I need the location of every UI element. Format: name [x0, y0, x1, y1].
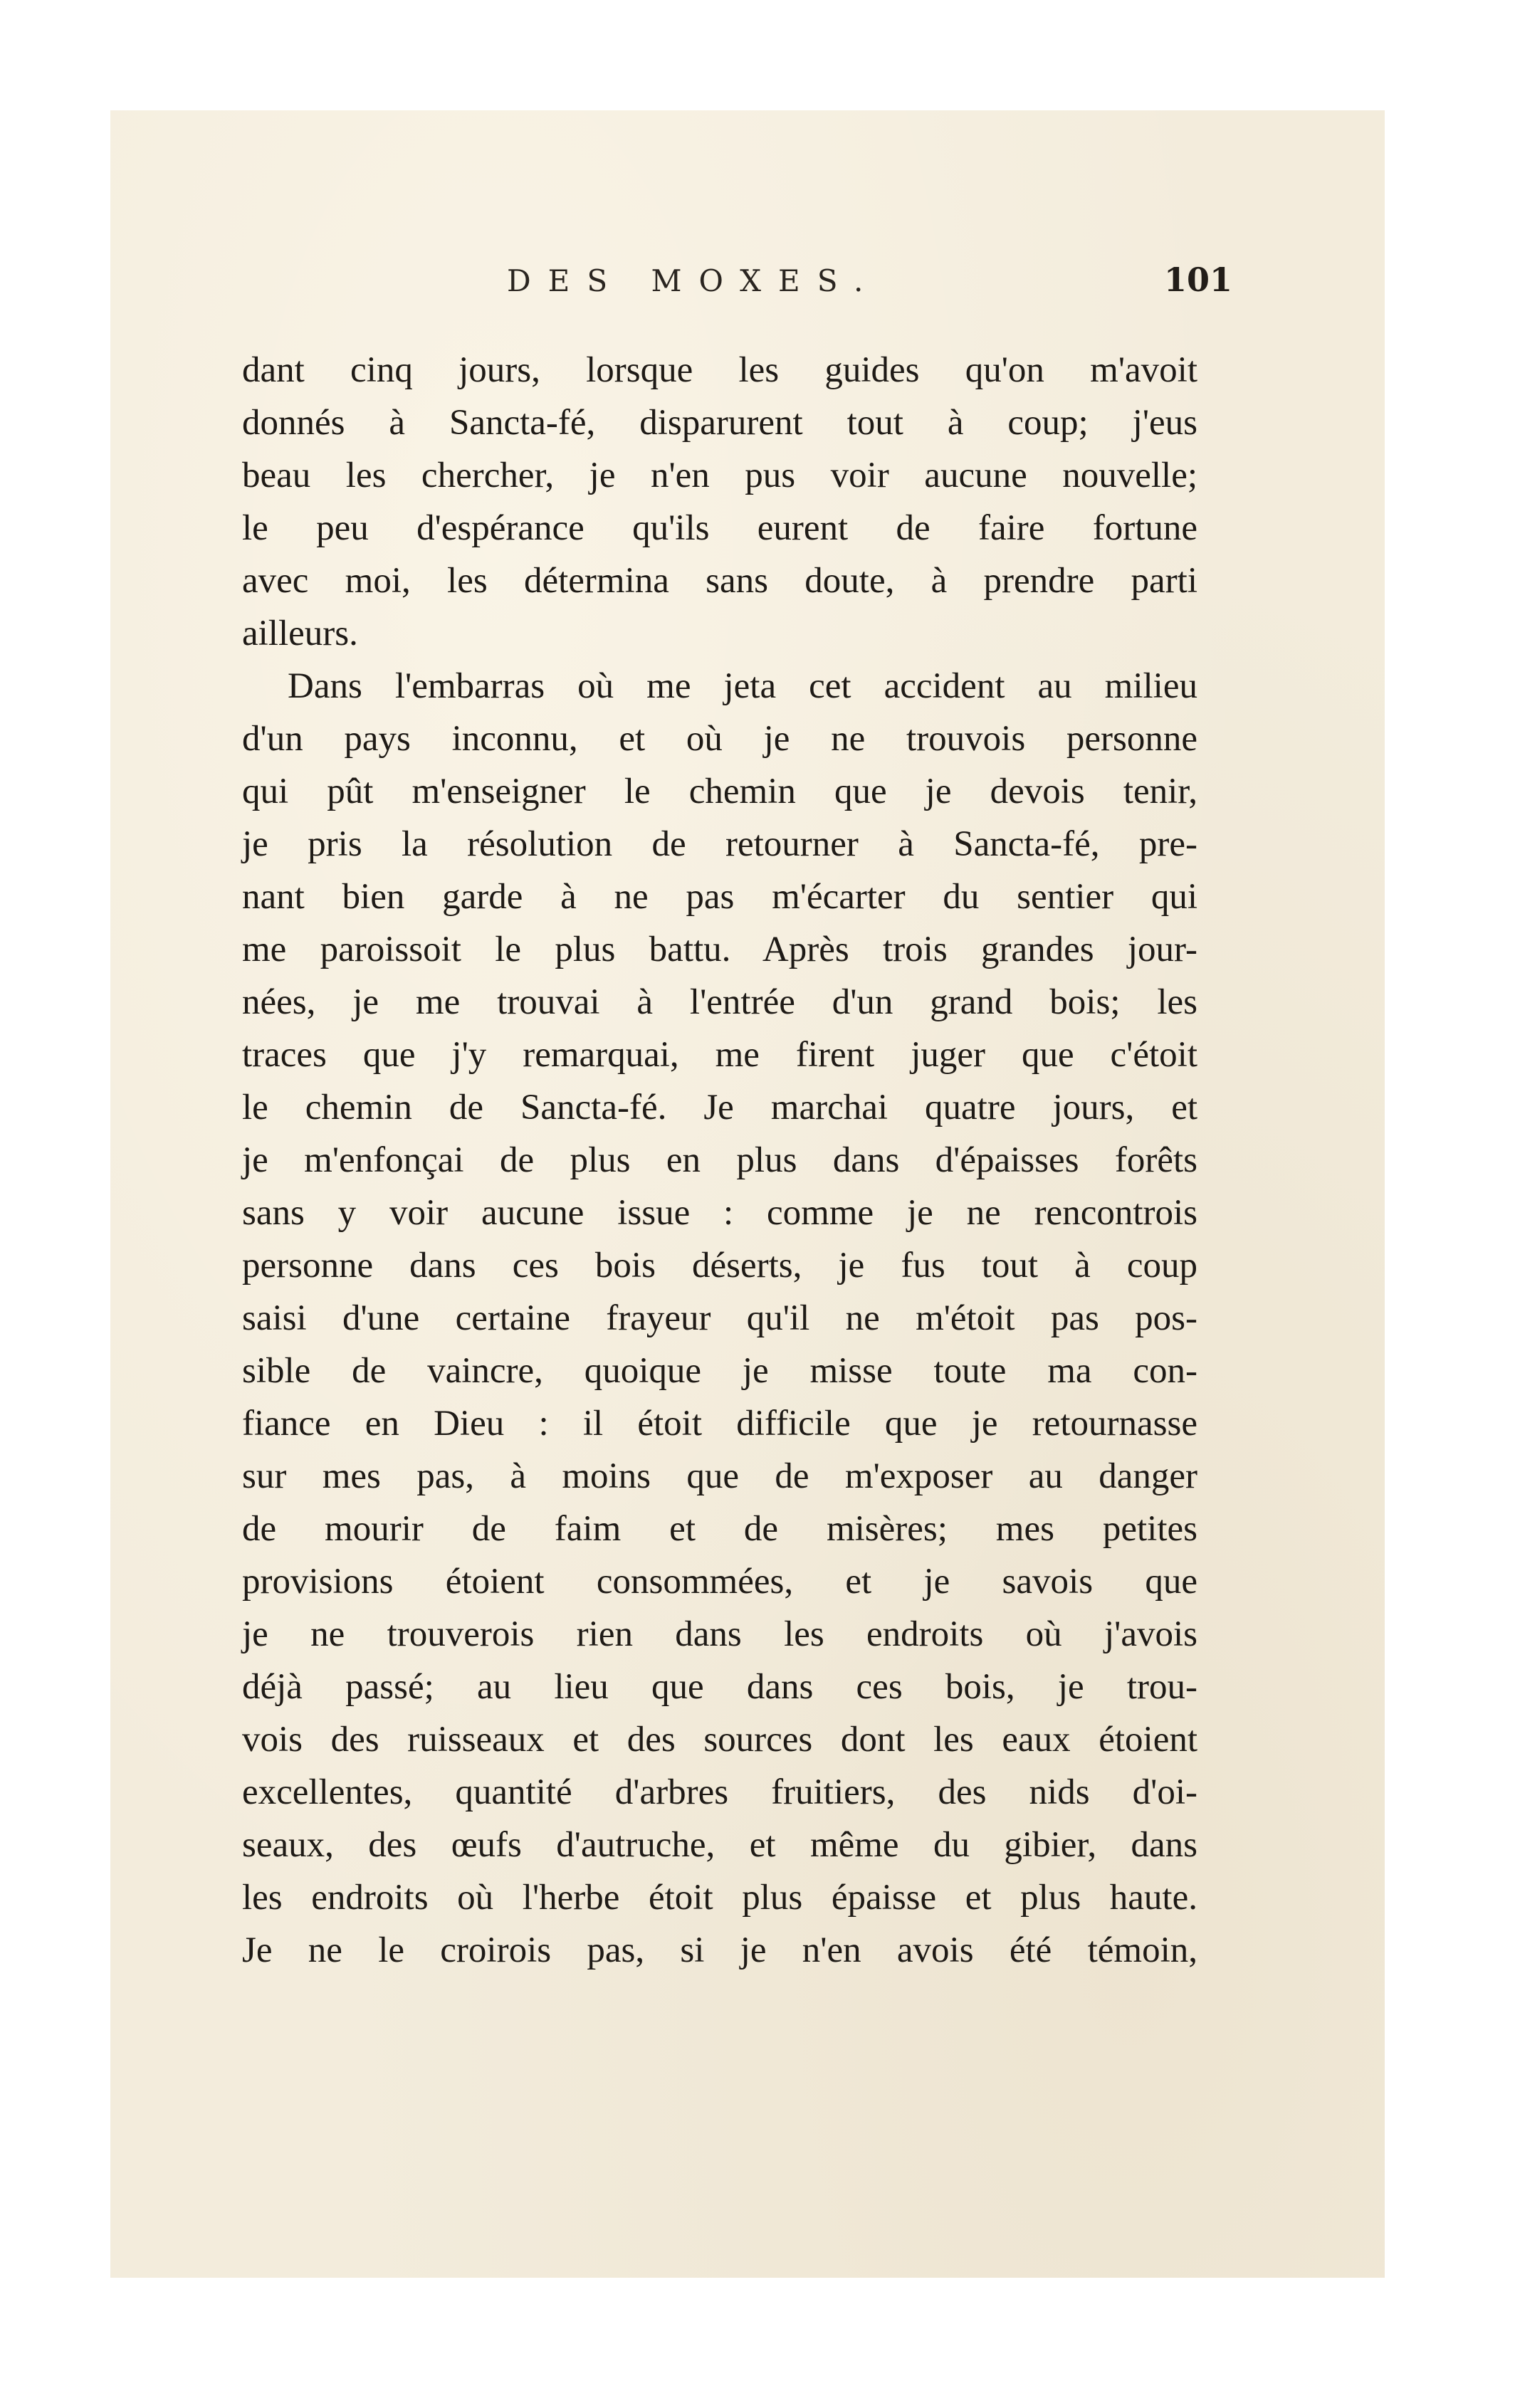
text-line: nant bien garde à ne pas m'écarter du sentier qui: [242, 877, 1197, 917]
text-line: sur mes pas, à moins que de m'exposer au danger: [242, 1456, 1197, 1496]
text-line: déjà passé; au lieu que dans ces bois, je trou-: [242, 1667, 1197, 1707]
text-line: seaux, des œufs d'autruche, et même du gibier, dans: [242, 1825, 1197, 1865]
text-line: dant cinq jours, lorsque les guides qu'on m'avoit: [242, 350, 1197, 390]
text-line: avec moi, les détermina sans doute, à prendre parti: [242, 561, 1197, 601]
text-line: excellentes, quantité d'arbres fruitiers, des nids d'oi-: [242, 1772, 1197, 1812]
text-line: d'un pays inconnu, et où je ne trouvois personne: [242, 719, 1197, 759]
text-line: sans y voir aucune issue : comme je ne rencontrois: [242, 1193, 1197, 1233]
text-line: le peu d'espérance qu'ils eurent de faire fortune: [242, 508, 1197, 548]
text-line: beau les chercher, je n'en pus voir aucune nouvelle;: [242, 456, 1197, 495]
text-line: qui pût m'enseigner le chemin que je devois tenir,: [242, 772, 1197, 811]
text-line: sible de vaincre, quoique je misse toute ma con-: [242, 1351, 1197, 1391]
text-line: ailleurs.: [242, 614, 358, 653]
text-line: je m'enfonçai de plus en plus dans d'épaisses forêts: [242, 1140, 1197, 1180]
body-text: [242, 344, 1197, 1977]
text-line: nées, je me trouvai à l'entrée d'un grand bois; les: [242, 982, 1197, 1022]
text-line: Je ne le croirois pas, si je n'en avois été témoin,: [242, 1930, 1197, 1970]
text-line: le chemin de Sancta-fé. Je marchai quatre jours, et: [242, 1088, 1197, 1127]
text-line: Dans l'embarras où me jeta cet accident au milieu: [288, 666, 1197, 706]
running-title: DES MOXES.: [507, 263, 881, 298]
text-line: traces que j'y remarquai, me firent juger que c'étoit: [242, 1035, 1197, 1075]
text-line: les endroits où l'herbe étoit plus épaisse et plus haute.: [242, 1878, 1197, 1918]
text-line: de mourir de faim et de misères; mes petites: [242, 1509, 1197, 1549]
text-line: vois des ruisseaux et des sources dont les eaux étoient: [242, 1720, 1197, 1760]
text-line: personne dans ces bois déserts, je fus tout à coup: [242, 1246, 1197, 1286]
text-line: me paroissoit le plus battu. Après trois grandes jour-: [242, 930, 1197, 969]
text-line: saisi d'une certaine frayeur qu'il ne m'étoit pas pos-: [242, 1298, 1197, 1338]
page-number: 101: [1164, 261, 1233, 299]
text-line: je pris la résolution de retourner à Sancta-fé, pre-: [242, 824, 1197, 864]
paragraph: [242, 660, 1197, 1977]
text-line: fiance en Dieu : il étoit difficile que je retournasse: [242, 1404, 1197, 1444]
paragraph: [242, 344, 1197, 660]
text-line: je ne trouverois rien dans les endroits où j'avois: [242, 1614, 1197, 1654]
text-line: provisions étoient consommées, et je savois que: [242, 1562, 1197, 1602]
text-line: donnés à Sancta-fé, disparurent tout à coup; j'eus: [242, 403, 1197, 443]
